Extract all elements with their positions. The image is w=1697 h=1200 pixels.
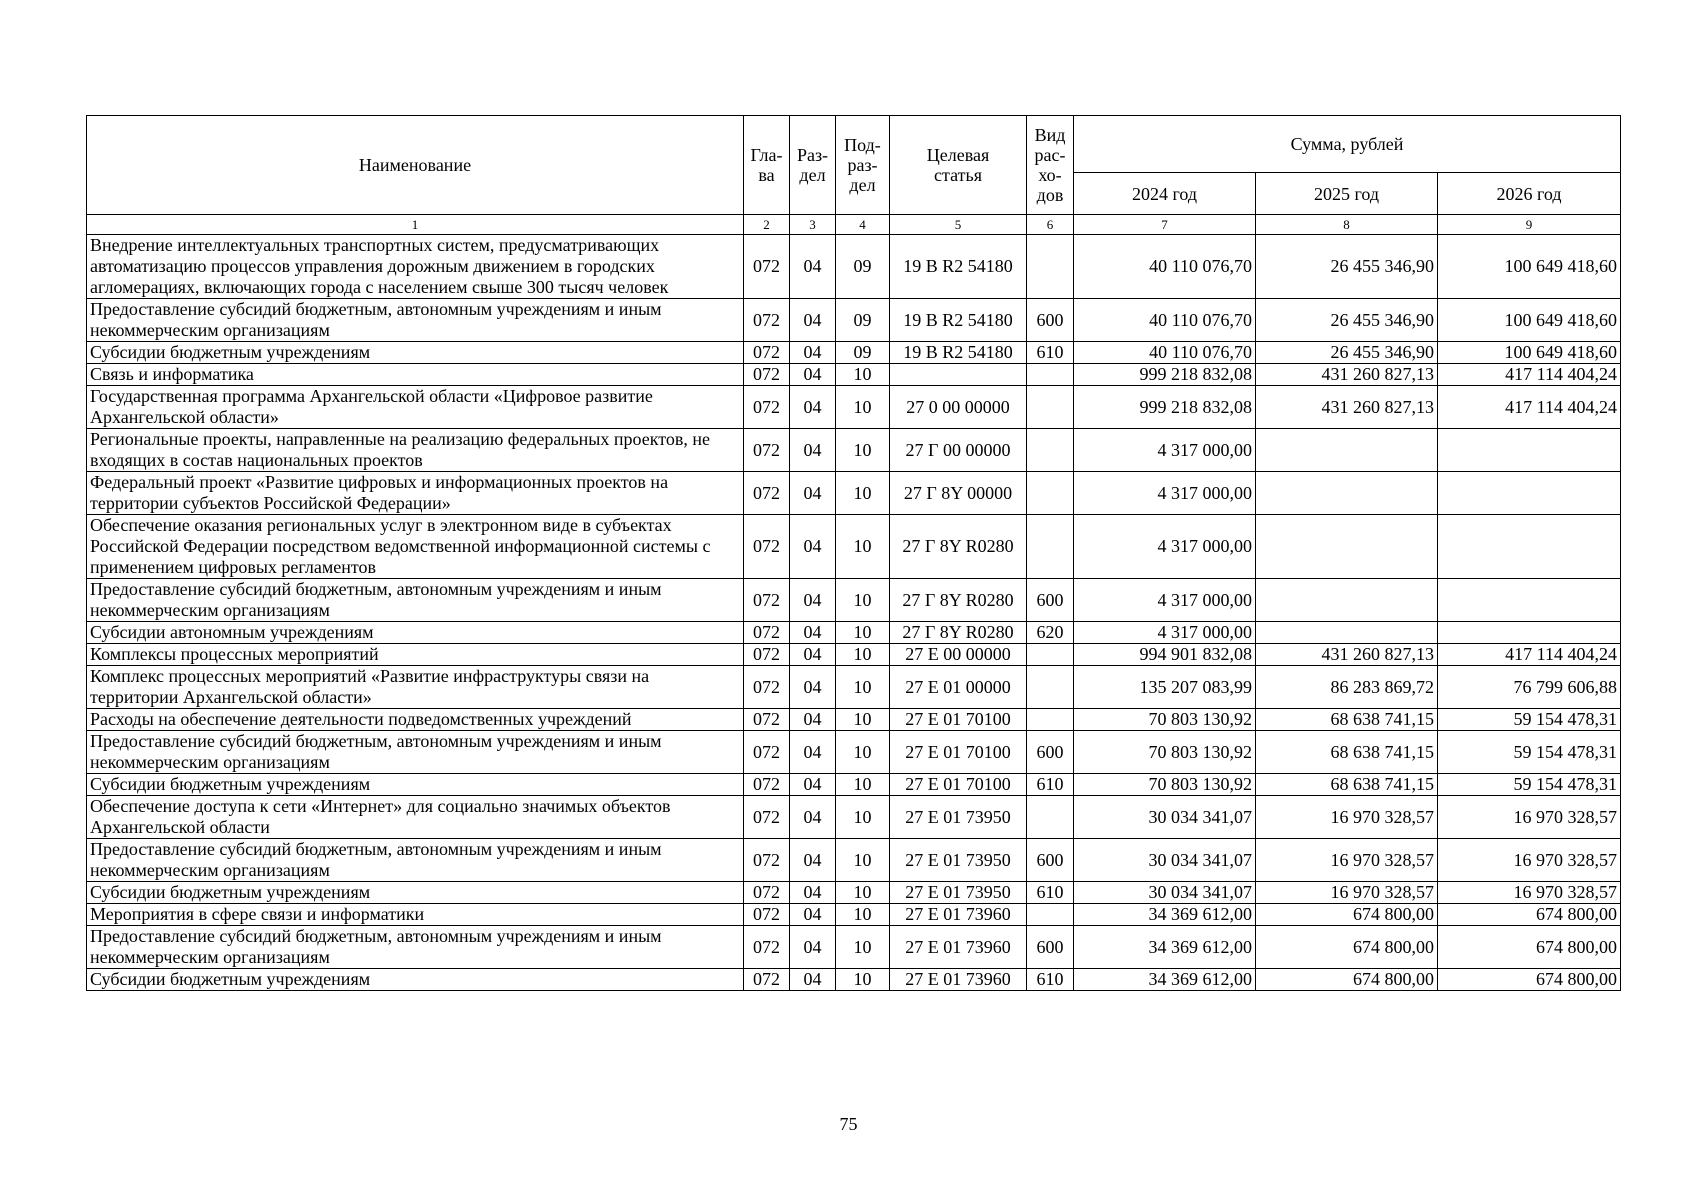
column-number: 9 xyxy=(1438,215,1621,235)
row-target-article: 19 В R2 54180 xyxy=(890,342,1027,364)
row-sum-2026: 16 970 328,57 xyxy=(1438,839,1621,882)
row-sum-2025: 674 800,00 xyxy=(1256,904,1438,926)
row-name: Субсидии бюджетным учреждениям xyxy=(87,342,744,364)
row-target-article: 27 Е 01 70100 xyxy=(890,774,1027,796)
column-numbers-row xyxy=(87,215,1621,235)
table-row xyxy=(87,364,1621,386)
table-row xyxy=(87,579,1621,622)
row-name: Государственная программа Архангельской области «Цифровое развитие Архангельской области» xyxy=(87,386,744,429)
row-sum-2025: 26 455 346,90 xyxy=(1256,342,1438,364)
row-sum-2026: 674 800,00 xyxy=(1438,926,1621,969)
row-subsection: 10 xyxy=(836,386,890,429)
row-sum-2024: 994 901 832,08 xyxy=(1074,644,1256,666)
row-sum-2024: 34 369 612,00 xyxy=(1074,926,1256,969)
table-row xyxy=(87,235,1621,299)
row-expense-type: 610 xyxy=(1027,774,1074,796)
row-sum-2025: 68 638 741,15 xyxy=(1256,731,1438,774)
row-subsection: 10 xyxy=(836,579,890,622)
row-sum-2026: 417 114 404,24 xyxy=(1438,644,1621,666)
table-row xyxy=(87,429,1621,472)
row-section: 04 xyxy=(790,579,836,622)
header-expense-type: Вид рас- хо- дов xyxy=(1027,116,1074,215)
row-expense-type: 610 xyxy=(1027,969,1074,991)
table-row xyxy=(87,515,1621,579)
row-sum-2024: 40 110 076,70 xyxy=(1074,299,1256,342)
row-sum-2024: 4 317 000,00 xyxy=(1074,622,1256,644)
header-section: Раз- дел xyxy=(790,116,836,215)
row-section: 04 xyxy=(790,515,836,579)
row-sum-2025: 431 260 827,13 xyxy=(1256,386,1438,429)
row-chapter: 072 xyxy=(744,969,790,991)
row-name: Расходы на обеспечение деятельности подведомственных учреждений xyxy=(87,709,744,731)
row-section: 04 xyxy=(790,472,836,515)
row-expense-type xyxy=(1027,796,1074,839)
row-target-article: 27 Е 01 73960 xyxy=(890,904,1027,926)
row-target-article: 27 Е 01 73960 xyxy=(890,926,1027,969)
row-expense-type xyxy=(1027,364,1074,386)
row-chapter: 072 xyxy=(744,666,790,709)
row-sum-2025: 16 970 328,57 xyxy=(1256,882,1438,904)
column-number: 5 xyxy=(890,215,1027,235)
row-sum-2024: 4 317 000,00 xyxy=(1074,579,1256,622)
row-subsection: 10 xyxy=(836,622,890,644)
row-name: Предоставление субсидий бюджетным, автономным учреждениям и иным некоммерческим организациям xyxy=(87,299,744,342)
row-expense-type xyxy=(1027,515,1074,579)
row-section: 04 xyxy=(790,926,836,969)
row-sum-2024: 70 803 130,92 xyxy=(1074,774,1256,796)
row-target-article: 27 Е 01 73950 xyxy=(890,796,1027,839)
row-expense-type: 600 xyxy=(1027,926,1074,969)
row-chapter: 072 xyxy=(744,515,790,579)
row-expense-type xyxy=(1027,904,1074,926)
row-sum-2025: 26 455 346,90 xyxy=(1256,235,1438,299)
row-sum-2024: 999 218 832,08 xyxy=(1074,364,1256,386)
row-expense-type: 610 xyxy=(1027,342,1074,364)
row-target-article: 27 Г 8Y R0280 xyxy=(890,579,1027,622)
header-sum: Сумма, рублей xyxy=(1074,116,1621,173)
table-row xyxy=(87,731,1621,774)
row-name: Мероприятия в сфере связи и информатики xyxy=(87,904,744,926)
column-number: 7 xyxy=(1074,215,1256,235)
row-target-article: 27 Е 01 73950 xyxy=(890,839,1027,882)
row-sum-2026 xyxy=(1438,472,1621,515)
row-subsection: 09 xyxy=(836,342,890,364)
row-target-article: 27 Е 01 73950 xyxy=(890,882,1027,904)
row-expense-type xyxy=(1027,235,1074,299)
row-section: 04 xyxy=(790,235,836,299)
row-sum-2025 xyxy=(1256,472,1438,515)
table-body xyxy=(87,235,1621,991)
row-subsection: 10 xyxy=(836,731,890,774)
row-section: 04 xyxy=(790,299,836,342)
header-target-article: Целевая статья xyxy=(890,116,1027,215)
row-subsection: 09 xyxy=(836,299,890,342)
row-sum-2025: 674 800,00 xyxy=(1256,926,1438,969)
row-chapter: 072 xyxy=(744,235,790,299)
row-name: Обеспечение доступа к сети «Интернет» для социально значимых объектов Архангельской области xyxy=(87,796,744,839)
row-sum-2026: 100 649 418,60 xyxy=(1438,235,1621,299)
row-name: Предоставление субсидий бюджетным, автономным учреждениям и иным некоммерческим организациям xyxy=(87,579,744,622)
row-sum-2024: 30 034 341,07 xyxy=(1074,882,1256,904)
row-sum-2026: 59 154 478,31 xyxy=(1438,731,1621,774)
page-number: 75 xyxy=(839,1114,858,1134)
row-name: Региональные проекты, направленные на реализацию федеральных проектов, не входящих в состав национальных проектов xyxy=(87,429,744,472)
row-sum-2026 xyxy=(1438,429,1621,472)
header-name: Наименование xyxy=(87,116,744,215)
row-section: 04 xyxy=(790,796,836,839)
row-sum-2025: 431 260 827,13 xyxy=(1256,644,1438,666)
row-section: 04 xyxy=(790,731,836,774)
row-subsection: 10 xyxy=(836,904,890,926)
row-section: 04 xyxy=(790,774,836,796)
row-name: Федеральный проект «Развитие цифровых и информационных проектов на территории субъектов Российской Федерации» xyxy=(87,472,744,515)
row-chapter: 072 xyxy=(744,579,790,622)
row-expense-type: 610 xyxy=(1027,882,1074,904)
row-sum-2026: 59 154 478,31 xyxy=(1438,709,1621,731)
row-name: Комплекс процессных мероприятий «Развитие инфраструктуры связи на территории Архангельской области» xyxy=(87,666,744,709)
row-name: Предоставление субсидий бюджетным, автономным учреждениям и иным некоммерческим организациям xyxy=(87,839,744,882)
column-number: 4 xyxy=(836,215,890,235)
row-subsection: 10 xyxy=(836,796,890,839)
row-name: Субсидии бюджетным учреждениям xyxy=(87,882,744,904)
row-section: 04 xyxy=(790,622,836,644)
row-section: 04 xyxy=(790,882,836,904)
row-chapter: 072 xyxy=(744,364,790,386)
row-chapter: 072 xyxy=(744,731,790,774)
row-target-article xyxy=(890,364,1027,386)
row-chapter: 072 xyxy=(744,904,790,926)
row-sum-2024: 4 317 000,00 xyxy=(1074,515,1256,579)
row-chapter: 072 xyxy=(744,644,790,666)
row-sum-2025 xyxy=(1256,429,1438,472)
row-sum-2026: 59 154 478,31 xyxy=(1438,774,1621,796)
row-sum-2024: 30 034 341,07 xyxy=(1074,796,1256,839)
row-sum-2024: 999 218 832,08 xyxy=(1074,386,1256,429)
table-row xyxy=(87,882,1621,904)
table-row xyxy=(87,969,1621,991)
row-chapter: 072 xyxy=(744,342,790,364)
row-sum-2024: 34 369 612,00 xyxy=(1074,969,1256,991)
row-sum-2025: 16 970 328,57 xyxy=(1256,796,1438,839)
table-row xyxy=(87,774,1621,796)
row-sum-2024: 4 317 000,00 xyxy=(1074,472,1256,515)
row-chapter: 072 xyxy=(744,429,790,472)
row-sum-2025: 674 800,00 xyxy=(1256,969,1438,991)
row-target-article: 27 Е 01 73960 xyxy=(890,969,1027,991)
row-subsection: 10 xyxy=(836,839,890,882)
row-sum-2025: 68 638 741,15 xyxy=(1256,709,1438,731)
header-subsection: Под- раз- дел xyxy=(836,116,890,215)
row-name: Комплексы процессных мероприятий xyxy=(87,644,744,666)
table-row xyxy=(87,342,1621,364)
row-chapter: 072 xyxy=(744,622,790,644)
row-chapter: 072 xyxy=(744,926,790,969)
row-sum-2025: 68 638 741,15 xyxy=(1256,774,1438,796)
table-row xyxy=(87,622,1621,644)
table-row xyxy=(87,796,1621,839)
row-sum-2026: 16 970 328,57 xyxy=(1438,796,1621,839)
table-row xyxy=(87,386,1621,429)
column-number: 3 xyxy=(790,215,836,235)
row-subsection: 10 xyxy=(836,774,890,796)
row-target-article: 27 Е 00 00000 xyxy=(890,644,1027,666)
row-subsection: 10 xyxy=(836,926,890,969)
row-section: 04 xyxy=(790,644,836,666)
row-name: Предоставление субсидий бюджетным, автономным учреждениям и иным некоммерческим организациям xyxy=(87,731,744,774)
row-target-article: 27 Г 00 00000 xyxy=(890,429,1027,472)
row-sum-2026: 417 114 404,24 xyxy=(1438,386,1621,429)
header-year-2026: 2026 год xyxy=(1438,173,1621,215)
row-section: 04 xyxy=(790,709,836,731)
row-expense-type: 600 xyxy=(1027,299,1074,342)
row-sum-2025: 86 283 869,72 xyxy=(1256,666,1438,709)
column-number: 6 xyxy=(1027,215,1074,235)
row-subsection: 10 xyxy=(836,364,890,386)
row-chapter: 072 xyxy=(744,299,790,342)
row-subsection: 10 xyxy=(836,429,890,472)
table-row xyxy=(87,299,1621,342)
row-section: 04 xyxy=(790,342,836,364)
row-sum-2025: 26 455 346,90 xyxy=(1256,299,1438,342)
column-number: 2 xyxy=(744,215,790,235)
row-target-article: 27 Е 01 00000 xyxy=(890,666,1027,709)
row-subsection: 10 xyxy=(836,666,890,709)
header-year-2025: 2025 год xyxy=(1256,173,1438,215)
table-row xyxy=(87,904,1621,926)
row-section: 04 xyxy=(790,364,836,386)
row-sum-2026: 76 799 606,88 xyxy=(1438,666,1621,709)
row-sum-2024: 4 317 000,00 xyxy=(1074,429,1256,472)
row-chapter: 072 xyxy=(744,709,790,731)
row-sum-2026: 16 970 328,57 xyxy=(1438,882,1621,904)
row-sum-2026 xyxy=(1438,515,1621,579)
row-sum-2024: 30 034 341,07 xyxy=(1074,839,1256,882)
row-sum-2026: 100 649 418,60 xyxy=(1438,342,1621,364)
row-expense-type xyxy=(1027,472,1074,515)
row-target-article: 19 В R2 54180 xyxy=(890,299,1027,342)
column-number: 8 xyxy=(1256,215,1438,235)
row-name: Субсидии автономным учреждениям xyxy=(87,622,744,644)
row-expense-type xyxy=(1027,429,1074,472)
row-expense-type xyxy=(1027,644,1074,666)
row-subsection: 09 xyxy=(836,235,890,299)
row-sum-2026: 674 800,00 xyxy=(1438,969,1621,991)
row-target-article: 27 Е 01 70100 xyxy=(890,709,1027,731)
row-name: Связь и информатика xyxy=(87,364,744,386)
column-number: 1 xyxy=(87,215,744,235)
row-name: Предоставление субсидий бюджетным, автономным учреждениям и иным некоммерческим организациям xyxy=(87,926,744,969)
row-sum-2024: 40 110 076,70 xyxy=(1074,235,1256,299)
row-target-article: 27 Г 8Y R0280 xyxy=(890,515,1027,579)
row-expense-type xyxy=(1027,709,1074,731)
row-sum-2026 xyxy=(1438,579,1621,622)
table-header xyxy=(87,116,1621,235)
row-chapter: 072 xyxy=(744,472,790,515)
table-row xyxy=(87,472,1621,515)
row-chapter: 072 xyxy=(744,839,790,882)
header-chapter: Гла- ва xyxy=(744,116,790,215)
row-sum-2024: 70 803 130,92 xyxy=(1074,731,1256,774)
row-subsection: 10 xyxy=(836,644,890,666)
budget-table xyxy=(86,115,1621,991)
row-chapter: 072 xyxy=(744,386,790,429)
row-sum-2026: 100 649 418,60 xyxy=(1438,299,1621,342)
row-section: 04 xyxy=(790,839,836,882)
row-expense-type xyxy=(1027,386,1074,429)
header-year-2024: 2024 год xyxy=(1074,173,1256,215)
row-name: Субсидии бюджетным учреждениям xyxy=(87,774,744,796)
row-section: 04 xyxy=(790,386,836,429)
row-chapter: 072 xyxy=(744,774,790,796)
table-row xyxy=(87,644,1621,666)
row-chapter: 072 xyxy=(744,882,790,904)
row-expense-type: 600 xyxy=(1027,731,1074,774)
row-sum-2026 xyxy=(1438,622,1621,644)
row-section: 04 xyxy=(790,429,836,472)
row-name: Обеспечение оказания региональных услуг в электронном виде в субъектах Российской Федерации посредством ведомственной информационной системы с применением цифровых регламентов xyxy=(87,515,744,579)
row-sum-2025 xyxy=(1256,579,1438,622)
row-expense-type: 600 xyxy=(1027,579,1074,622)
row-subsection: 10 xyxy=(836,515,890,579)
row-subsection: 10 xyxy=(836,882,890,904)
row-sum-2025 xyxy=(1256,622,1438,644)
table-row xyxy=(87,709,1621,731)
row-target-article: 27 Г 8Y R0280 xyxy=(890,622,1027,644)
row-name: Субсидии бюджетным учреждениям xyxy=(87,969,744,991)
row-name: Внедрение интеллектуальных транспортных систем, предусматривающих автоматизацию процессов управления дорожным движением в городских агломерациях, включающих города с населением свыше 300 тысяч человек xyxy=(87,235,744,299)
row-expense-type: 600 xyxy=(1027,839,1074,882)
row-section: 04 xyxy=(790,666,836,709)
table-row xyxy=(87,926,1621,969)
row-subsection: 10 xyxy=(836,969,890,991)
row-sum-2024: 135 207 083,99 xyxy=(1074,666,1256,709)
table-row xyxy=(87,839,1621,882)
row-sum-2025 xyxy=(1256,515,1438,579)
row-target-article: 27 Г 8Y 00000 xyxy=(890,472,1027,515)
row-chapter: 072 xyxy=(744,796,790,839)
row-target-article: 19 В R2 54180 xyxy=(890,235,1027,299)
row-sum-2024: 34 369 612,00 xyxy=(1074,904,1256,926)
row-subsection: 10 xyxy=(836,709,890,731)
row-sum-2024: 40 110 076,70 xyxy=(1074,342,1256,364)
row-sum-2024: 70 803 130,92 xyxy=(1074,709,1256,731)
row-sum-2026: 417 114 404,24 xyxy=(1438,364,1621,386)
row-section: 04 xyxy=(790,904,836,926)
row-target-article: 27 Е 01 70100 xyxy=(890,731,1027,774)
row-sum-2025: 431 260 827,13 xyxy=(1256,364,1438,386)
row-target-article: 27 0 00 00000 xyxy=(890,386,1027,429)
table-row xyxy=(87,666,1621,709)
row-sum-2025: 16 970 328,57 xyxy=(1256,839,1438,882)
row-subsection: 10 xyxy=(836,472,890,515)
row-expense-type: 620 xyxy=(1027,622,1074,644)
row-sum-2026: 674 800,00 xyxy=(1438,904,1621,926)
row-section: 04 xyxy=(790,969,836,991)
row-expense-type xyxy=(1027,666,1074,709)
